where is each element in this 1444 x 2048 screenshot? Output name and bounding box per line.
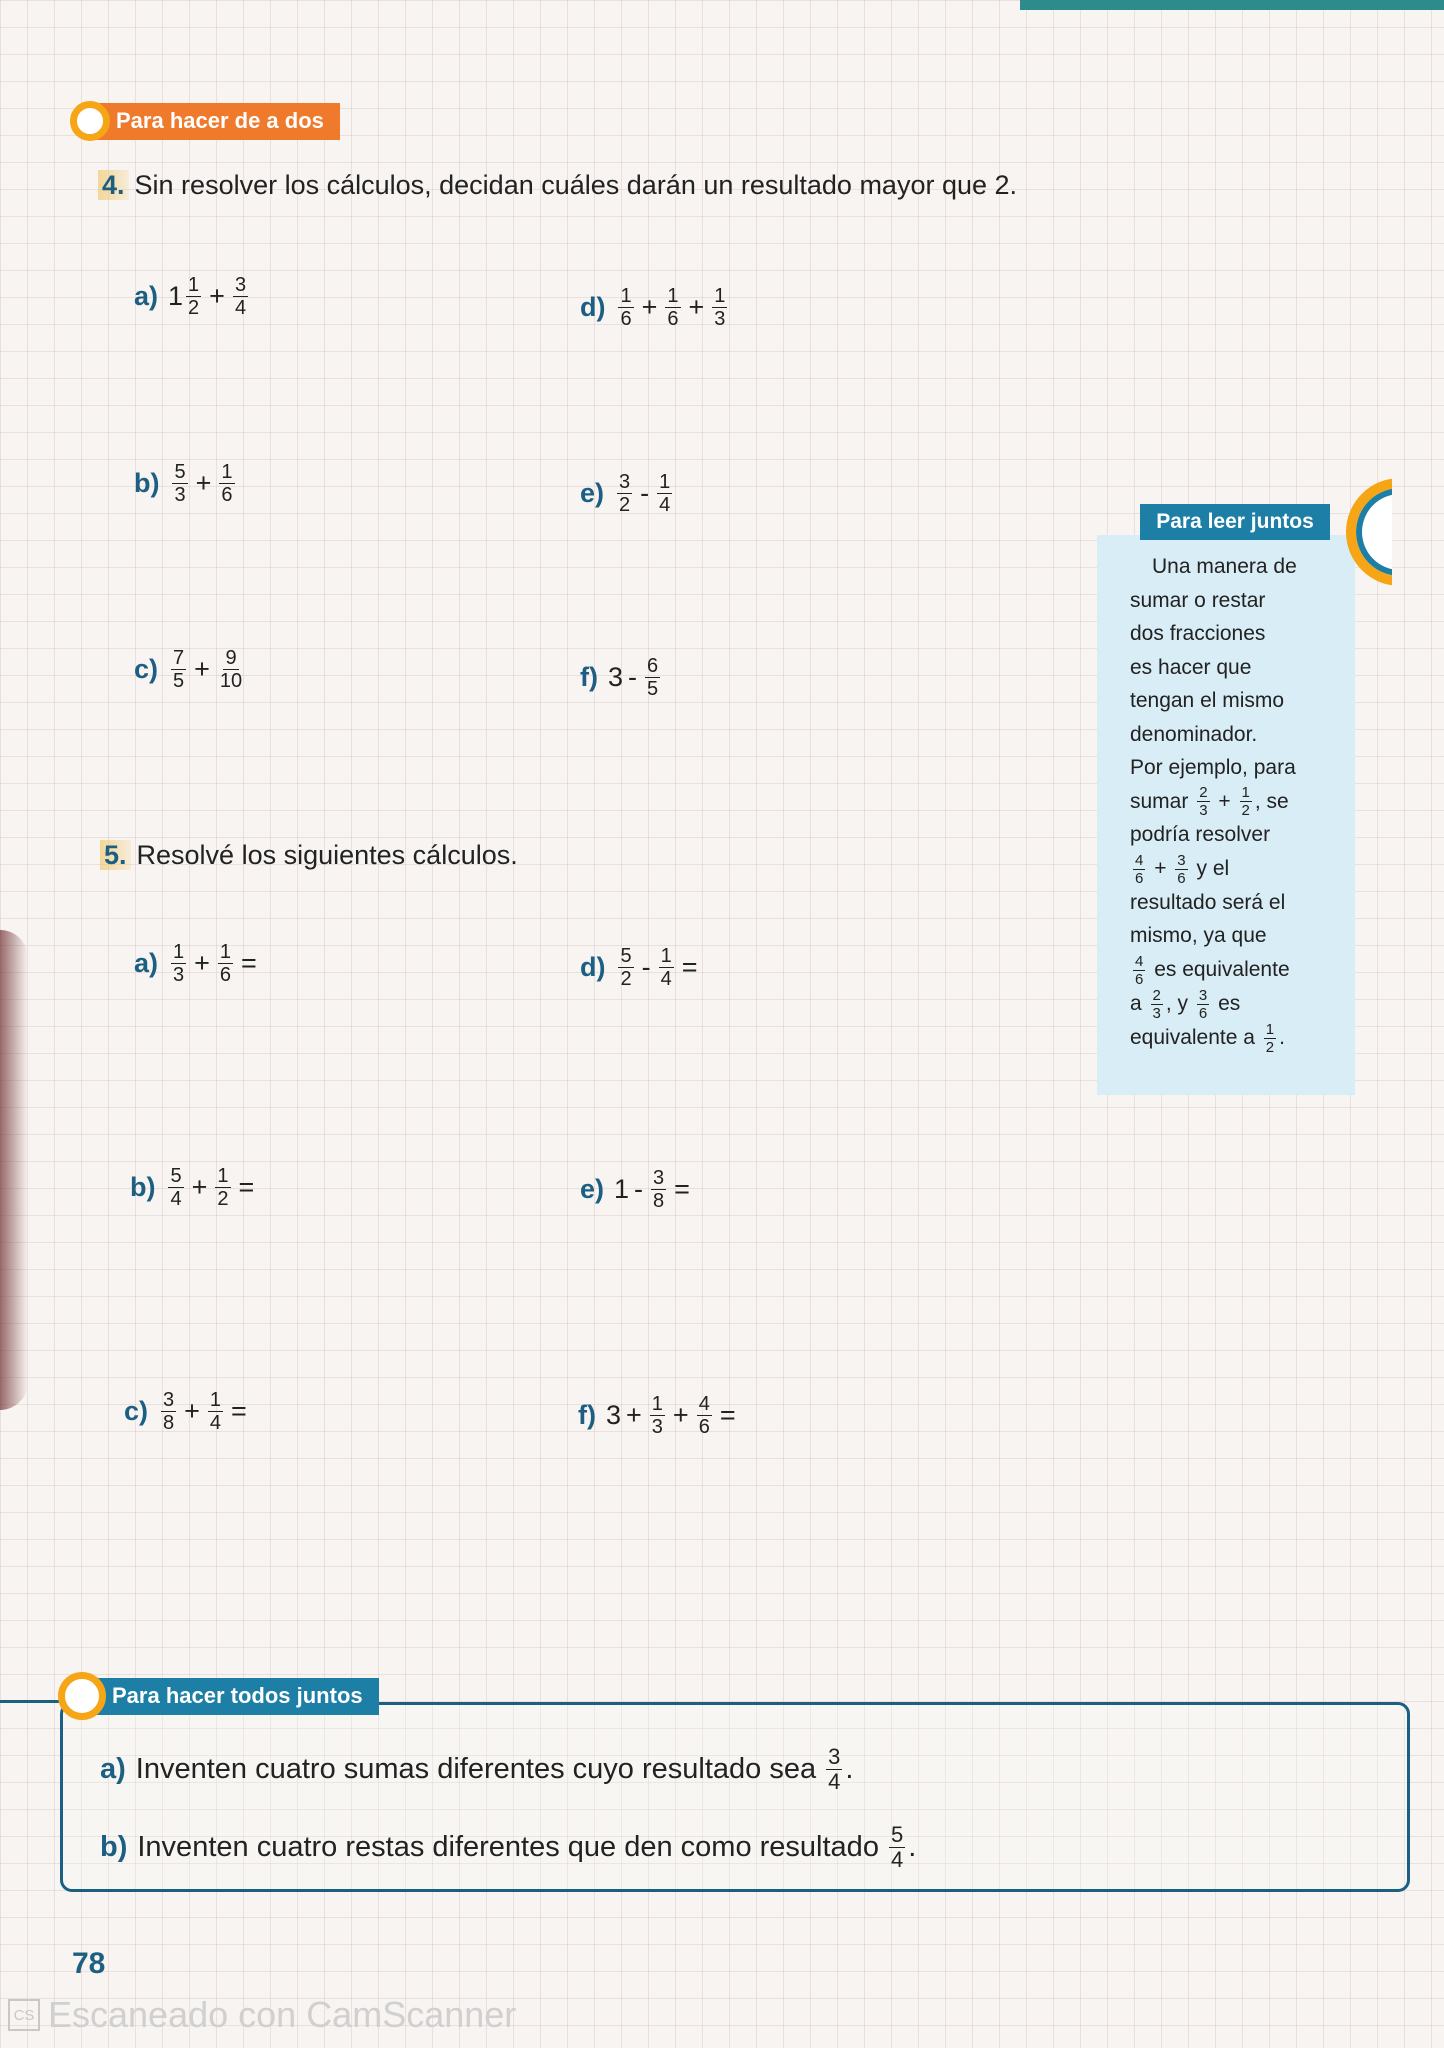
fraction: $\frac{1}{6}$ <box>620 285 632 330</box>
fraction: $\frac{1}{4}$ <box>209 1389 222 1434</box>
ex4-item-a <box>134 275 251 318</box>
fraction: $\frac{1}{6}$ <box>219 941 232 986</box>
operator: + <box>194 948 210 978</box>
item-label: d) <box>580 292 606 322</box>
operator: + <box>672 1400 689 1430</box>
operator: + <box>195 468 212 498</box>
fraction: $\frac{1}{6}$ <box>667 285 679 330</box>
operator: - <box>628 662 638 692</box>
tag-circle-icon <box>70 101 110 141</box>
sidebar-line: equivalente a $\frac{1}{2}$ . <box>1130 1020 1285 1056</box>
exercise-4-title <box>98 170 1017 201</box>
tag-all-label: Para hacer todos juntos <box>84 1678 379 1715</box>
fraction: $\frac{5}{3}$ <box>174 461 186 506</box>
sidebar-ring-icon <box>1346 478 1392 586</box>
exercise-4-text: Sin resolver los cálculos, decidan cuáles darán un resultado mayor que 2. <box>134 170 1018 200</box>
sidebar-line: mismo, ya que <box>1130 924 1267 948</box>
item-label: f) <box>578 1400 596 1430</box>
exercise-number: 4. <box>98 170 129 200</box>
group-item-b: b) Inventen cuatro restas diferentes que den como resultado $\frac{5}{4}$ . <box>100 1822 917 1872</box>
item-label: a) <box>100 1753 126 1785</box>
operator: + <box>626 1400 642 1430</box>
item-label: d) <box>580 952 606 982</box>
operator: + <box>209 281 225 311</box>
exercise-5-text: Resolvé los siguientes cálculos. <box>136 840 518 870</box>
fraction: $\frac{1}{2}$ <box>188 274 200 319</box>
fraction: $\frac{5}{4}$ <box>170 1165 182 1210</box>
sidebar-line: denominador. <box>1130 722 1258 746</box>
sidebar-line: $\frac{4}{6}$ es equivalente <box>1135 952 1290 988</box>
whole-number: 3 <box>605 1400 622 1430</box>
item-label: e) <box>580 478 605 508</box>
equals-sign: = <box>719 1400 736 1430</box>
ex4-item-d <box>580 286 730 329</box>
item-label: c) <box>134 654 159 684</box>
equals-sign: = <box>231 1396 247 1426</box>
fraction: $\frac{6}{5}$ <box>647 655 659 700</box>
operator: + <box>641 292 658 322</box>
group-item-text: Inventen cuatro restas diferentes que den como resultado <box>137 1831 879 1863</box>
fraction: $\frac{4}{6}$ <box>698 1393 710 1438</box>
ex5-item-d <box>580 946 703 989</box>
fraction: $\frac{1}{4}$ <box>659 471 671 516</box>
operator: + <box>191 1172 208 1202</box>
tag-pairs-label: Para hacer de a dos <box>88 103 340 140</box>
group-item-a: a) Inventen cuatro sumas diferentes cuyo resultado sea $\frac{3}{4}$ . <box>100 1744 854 1794</box>
fraction: $\frac{3}{8}$ <box>653 1167 665 1212</box>
fraction: $\frac{5}{2}$ <box>620 945 632 990</box>
sidebar-line: $\frac{4}{6}$ + $\frac{3}{6}$ y el <box>1135 851 1230 887</box>
item-label: b) <box>130 1172 156 1202</box>
item-label: c) <box>124 1396 149 1426</box>
ex5-item-e <box>580 1168 695 1211</box>
camscanner-watermark <box>8 1994 516 2036</box>
fraction: $\frac{3}{4}$ <box>234 274 247 319</box>
sidebar-line: Una manera de <box>1152 555 1297 578</box>
sidebar-line: tengan el mismo <box>1130 689 1285 712</box>
sidebar-line: Por ejemplo, para <box>1130 756 1296 779</box>
fraction: $\frac{3}{8}$ <box>163 1389 175 1434</box>
item-label: e) <box>580 1174 605 1204</box>
top-color-band <box>1020 0 1444 10</box>
sidebar-line: resultado será el <box>1130 890 1286 914</box>
operator: - <box>641 952 651 982</box>
fraction: $\frac{1}{4}$ <box>660 945 672 990</box>
operator: + <box>688 292 705 322</box>
page-number: 78 <box>72 1947 106 1980</box>
equals-sign: = <box>674 1174 690 1204</box>
fraction: $\frac{1}{6}$ <box>221 461 233 506</box>
tag-all <box>58 1672 379 1720</box>
ex5-item-b <box>130 1166 259 1209</box>
fraction: $\frac{1}{2}$ <box>217 1165 229 1210</box>
fraction: $\frac{7}{5}$ <box>173 647 185 692</box>
ex4-item-f <box>580 656 663 699</box>
sidebar-line: sumar $\frac{2}{3}$ + $\frac{1}{2}$ , se <box>1130 784 1289 820</box>
item-label: b) <box>134 468 160 498</box>
page-edge-shadow <box>0 930 28 1410</box>
equals-sign: = <box>238 1172 255 1202</box>
fraction: $\frac{1}{3}$ <box>714 285 726 330</box>
group-item-text: Inventen cuatro sumas diferentes cuyo resultado sea <box>135 1753 817 1785</box>
sidebar-line: es hacer que <box>1130 655 1252 679</box>
watermark-text: Escaneado con CamScanner <box>48 1994 517 2035</box>
tag-pairs <box>70 101 340 141</box>
item-label: b) <box>100 1831 128 1863</box>
ex5-item-f <box>578 1394 741 1437</box>
operator: + <box>184 1396 200 1426</box>
fraction: $\frac{9}{10}$ <box>219 647 243 692</box>
fraction: $\frac{5}{4}$ <box>890 1822 904 1872</box>
whole-number: 1 <box>614 1174 630 1204</box>
ex4-item-e <box>580 472 675 515</box>
camscanner-icon: CS <box>8 1999 40 2031</box>
ex4-item-b <box>134 462 238 505</box>
item-label: f) <box>580 662 598 692</box>
whole-number: 3 <box>607 662 624 692</box>
item-label: a) <box>134 281 159 311</box>
whole-number: 1 <box>168 281 184 311</box>
operator: + <box>194 654 210 684</box>
tag-circle-icon <box>58 1672 106 1720</box>
ex4-item-c <box>134 648 247 691</box>
sidebar-line: dos fracciones <box>1130 622 1266 645</box>
fraction: $\frac{3}{2}$ <box>619 471 631 516</box>
fraction: $\frac{1}{3}$ <box>173 941 185 986</box>
sidebar-line: a $\frac{2}{3}$ , y $\frac{3}{6}$ es <box>1130 986 1241 1022</box>
sidebar-title: Para leer juntos <box>1140 504 1330 540</box>
fraction: $\frac{3}{4}$ <box>828 1744 841 1794</box>
sidebar-line: podría resolver <box>1130 823 1271 847</box>
ex5-item-a <box>134 942 262 985</box>
fraction: $\frac{1}{3}$ <box>651 1393 663 1438</box>
item-label: a) <box>134 948 159 978</box>
equals-sign: = <box>681 952 698 982</box>
exercise-5-title <box>100 840 518 871</box>
equals-sign: = <box>241 948 257 978</box>
exercise-number: 5. <box>100 840 131 870</box>
operator: - <box>640 478 650 508</box>
sidebar-line: sumar o restar <box>1130 588 1266 612</box>
operator: - <box>634 1174 644 1204</box>
ex5-item-c <box>124 1390 252 1433</box>
sidebar-text <box>1130 550 1340 1055</box>
